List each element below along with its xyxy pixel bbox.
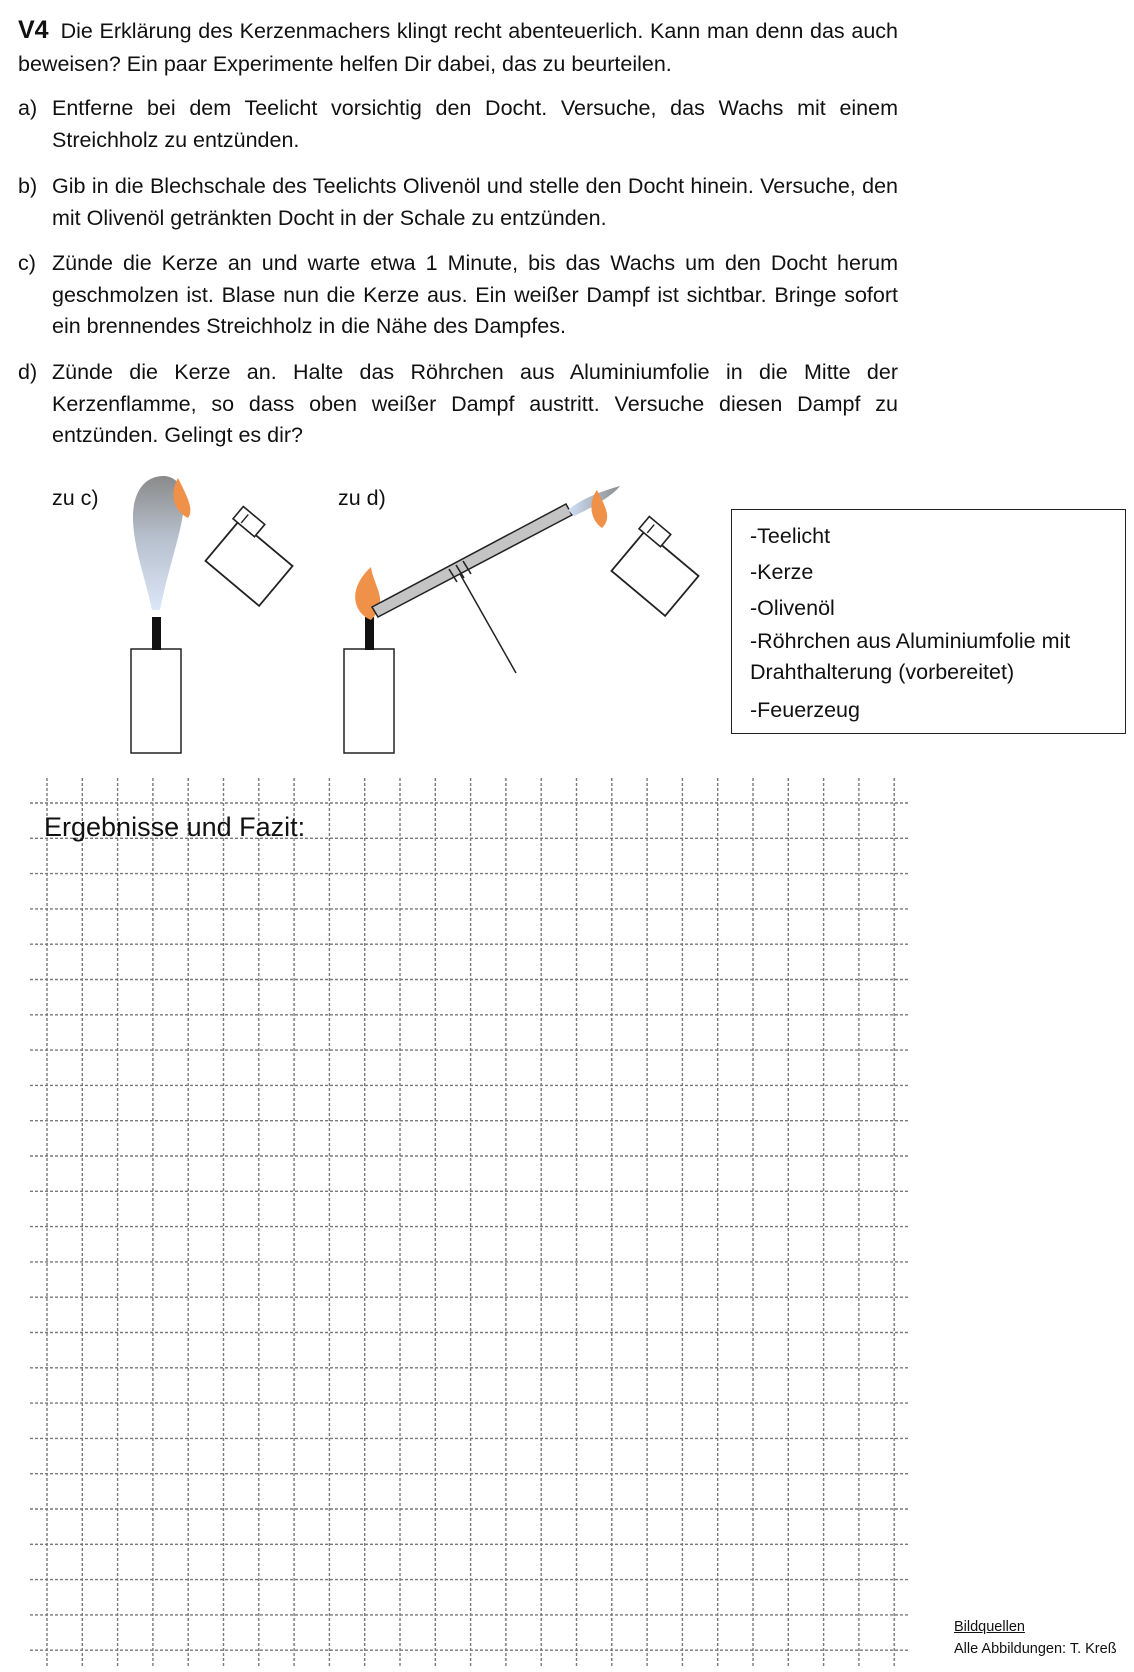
task-intro-text: Die Erklärung des Kerzenmachers klingt recht abenteuerlich. Kann man denn das auch beweisen? Ein paar Experimente helfen Dir dabei, das zu beurteilen.	[18, 19, 898, 76]
step-text: Zünde die Kerze an und warte etwa 1 Minute, bis das Wachs um den Docht herum geschmolzen ist. Blase nun die Kerze aus. Ein weißer Dampf ist sichtbar. Bringe sofort ein brennendes Streichholz in die Nähe des Dampfes.	[52, 251, 898, 338]
grid-lines	[30, 778, 910, 1668]
figure-label-c: zu c)	[52, 486, 99, 510]
material-item: -Olivenöl	[750, 596, 835, 620]
step-label: d)	[18, 360, 38, 384]
task-number: V4	[18, 16, 49, 44]
step-text: Gib in die Blechschale des Teelichts Olivenöl und stelle den Docht hinein. Versuche, den mit Olivenöl getränkten Docht in der Schale zu entzünden.	[52, 174, 898, 230]
material-item: -Feuerzeug	[750, 698, 860, 722]
material-item: -Kerze	[750, 560, 814, 584]
material-item: -Röhrchen aus Aluminiumfolie mit Drahthalterung (vorbereitet)	[750, 629, 1071, 684]
step-text: Zünde die Kerze an. Halte das Röhrchen aus Aluminiumfolie in die Mitte der Kerzenflamme, so dass oben weißer Dampf austritt. Versuche diesen Dampf zu entzünden. Gelingt es dir?	[52, 360, 898, 447]
material-item: -Teelicht	[750, 524, 831, 548]
step-label: c)	[18, 251, 36, 275]
results-heading: Ergebnisse und Fazit:	[44, 812, 306, 842]
image-sources-link[interactable]: Bildquellen	[954, 1619, 1025, 1635]
step-text: Entferne bei dem Teelicht vorsichtig den Docht. Versuche, das Wachs mit einem Streichholz zu entzünden.	[52, 96, 898, 152]
image-credit: Alle Abbildungen: T. Kreß	[954, 1641, 1117, 1657]
footer	[954, 1616, 1117, 1660]
step-label: b)	[18, 174, 38, 198]
figure-label-d: zu d)	[338, 486, 386, 510]
step-label: a)	[18, 96, 38, 120]
